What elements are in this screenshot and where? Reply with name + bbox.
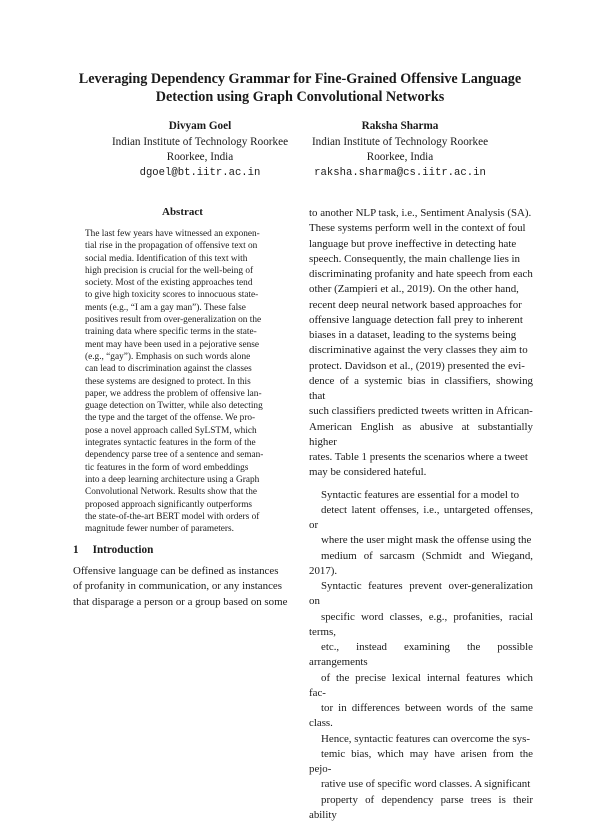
body-line: Syntactic features are essential for a model to [309,488,533,503]
abstract-line: positives result from over-generalization on the [85,314,295,326]
body-line: etc., instead examining the possible arrangements [309,640,533,671]
body-line: of the precise lexical internal features which fac- [309,671,533,702]
title-line-1: Leveraging Dependency Grammar for Fine-Grained Offensive Language [40,70,560,88]
abstract-line: ments (e.g., “I am a gay man”). These false [85,302,295,314]
abstract-body [85,228,295,535]
abstract-line: tial rise in the propagation of offensive text on [85,240,295,252]
body-line: tor in differences between words of the same class. [309,701,533,732]
author-block-2 [300,119,500,181]
body-line: language but prove ineffective in detecting hate [309,237,533,252]
author-name: Divyam Goel [100,119,300,135]
body-line: dence of a systemic bias in classifiers, showing that [309,374,533,405]
abstract-line: the type and the target of the offense. We pro- [85,412,295,424]
title-line-2: Detection using Graph Convolutional Networks [40,88,560,106]
abstract-line: (e.g., “gay”). Emphasis on such words alone [85,351,295,363]
body-line: rates. Table 1 presents the scenarios where a tweet [309,450,533,465]
abstract-line: these systems are designed to protect. In this [85,376,295,388]
body-line: speech. Consequently, the main challenge lies in [309,252,533,267]
author-name: Raksha Sharma [300,119,500,135]
body-line: rative use of specific word classes. A significant [309,777,533,792]
abstract-line: tic features in the form of word embeddings [85,462,295,474]
body-line: detect latent offenses, i.e., untargeted offenses, or [309,503,533,534]
abstract-line: ment may have been used in a pejorative sense [85,339,295,351]
section-heading-introduction [73,544,153,556]
body-line: Hence, syntactic features can overcome the sys- [309,732,533,747]
body-line: other (Zampieri et al., 2019). On the other hand, [309,282,533,297]
body-line: discriminative against the very classes they aim to [309,343,533,358]
body-line: such classifiers predicted tweets written in African- [309,404,533,419]
paper-title [40,70,560,106]
abstract-line: dependency parse tree of a sentence and seman- [85,449,295,461]
body-line: protect. Davidson et al., (2019) presented the evi- [309,359,533,374]
author-affiliation: Indian Institute of Technology Roorkee [300,135,500,151]
intro-line: Offensive language can be defined as instances [73,564,298,579]
body-line: Syntactic features prevent over-generalization on [309,579,533,610]
abstract-line: to give high toxicity scores to innocuous state- [85,289,295,301]
paragraph-syntactic-features [309,488,533,823]
body-line: to another NLP task, i.e., Sentiment Analysis (SA). [309,206,533,221]
abstract-line: paper, we address the problem of offensive lan- [85,388,295,400]
body-line: specific word classes, e.g., profanities, racial terms, [309,610,533,641]
right-column [309,206,533,823]
author-email[interactable]: dgoel@bt.iitr.ac.in [100,166,300,182]
abstract-line: the state-of-the-art BERT model with orders of [85,511,295,523]
abstract-line: The last few years have witnessed an exponen- [85,228,295,240]
abstract-line: high precision is crucial for the well-being of [85,265,295,277]
author-email[interactable]: raksha.sharma@cs.iitr.ac.in [300,166,500,182]
abstract-line: guage detection on Twitter, while also detecting [85,400,295,412]
abstract-line: magnitude fewer number of parameters. [85,523,295,535]
abstract-line: into a deep learning architecture using a Graph [85,474,295,486]
author-affiliation: Indian Institute of Technology Roorkee [100,135,300,151]
body-line: property of dependency parse trees is their ability [309,793,533,823]
body-line: American English as abusive at substantially higher [309,420,533,451]
body-line: temic bias, which may have arisen from the pejo- [309,747,533,778]
section-number: 1 [73,544,79,556]
body-line: These systems perform well in the context of foul [309,221,533,236]
abstract-line: proposed approach significantly outperforms [85,499,295,511]
body-line: discriminating profanity and hate speech from each [309,267,533,282]
abstract-line: pose a novel approach called SyLSTM, which [85,425,295,437]
abstract-line: integrates syntactic features in the form of the [85,437,295,449]
intro-line: that disparage a person or a group based on some [73,595,298,610]
body-line: biases in a dataset, leading to the systems being [309,328,533,343]
section-title: Introduction [93,544,154,556]
abstract-line: society. Most of the existing approaches tend [85,277,295,289]
body-line: may be considered hateful. [309,465,533,480]
body-line: offensive language detection fall prey to inherent [309,313,533,328]
intro-line: of profanity in communication, or any instances [73,579,298,594]
abstract-heading: Abstract [85,206,305,218]
abstract-line: Convolutional Network. Results show that the [85,486,295,498]
author-block-1 [100,119,300,181]
paragraph-bias [309,206,533,481]
body-line: medium of sarcasm (Schmidt and Wiegand, 2017). [309,549,533,580]
introduction-body [73,564,298,610]
body-line: recent deep neural network based approaches for [309,298,533,313]
abstract-line: training data where specific terms in the state- [85,326,295,338]
abstract-line: can lead to discrimination against the classes [85,363,295,375]
abstract-line: social media. Identification of this text with [85,253,295,265]
author-location: Roorkee, India [100,150,300,166]
body-line: where the user might mask the offense using the [309,533,533,548]
author-location: Roorkee, India [300,150,500,166]
